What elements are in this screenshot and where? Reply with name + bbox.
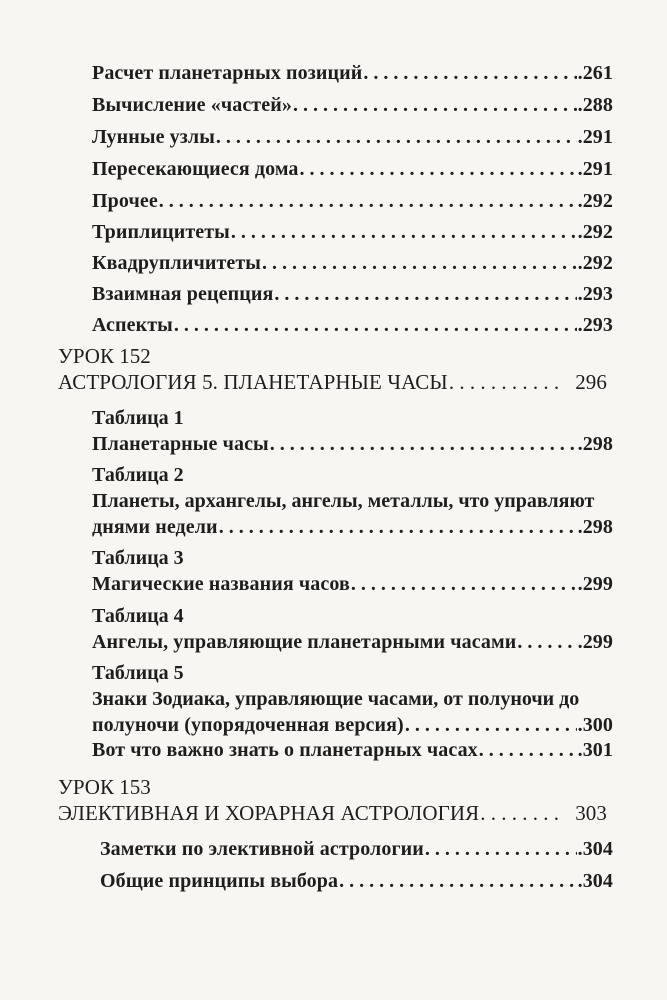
entry-title: Вычисление «частей» [92, 94, 292, 116]
page-number: .288 [577, 94, 613, 116]
entry-title: Планетарные часы [92, 433, 269, 455]
dot-leader [216, 124, 577, 150]
toc-entry[interactable] [92, 92, 613, 118]
page-number: .292 [577, 190, 613, 212]
dot-leader [293, 92, 577, 118]
page-number: .291 [577, 126, 613, 148]
entry-title: Расчет планетарных позиций [92, 62, 363, 84]
dot-leader [479, 737, 577, 763]
toc-entry[interactable] [100, 868, 613, 894]
table-entry[interactable] [92, 405, 613, 457]
page-number: .261 [577, 62, 613, 84]
lesson-number: УРОК 152 [58, 344, 151, 368]
toc-entry[interactable] [92, 737, 613, 763]
toc-entry[interactable] [92, 156, 613, 182]
page-number: .298 [577, 516, 613, 538]
entry-title: Вот что важно знать о планетарных часах [92, 739, 478, 761]
dot-leader [300, 156, 577, 182]
entry-title: днями недели [92, 516, 218, 538]
dot-leader [449, 369, 564, 395]
page-number: .291 [577, 158, 613, 180]
dot-leader [219, 514, 577, 540]
entry-title: полуночи (упорядоченная версия) [92, 714, 404, 736]
toc-entry[interactable] [92, 124, 613, 150]
page-number: .292 [577, 221, 613, 243]
dot-leader [262, 250, 577, 276]
table-label: Таблица 3 [92, 547, 184, 569]
dot-leader [425, 836, 577, 862]
entry-title-line: Знаки Зодиака, управляющие часами, от полуночи до [92, 688, 580, 710]
page-number: .292 [577, 252, 613, 274]
page-number: .299 [577, 631, 613, 653]
dot-leader [270, 431, 577, 457]
table-label: Таблица 5 [92, 662, 184, 684]
entry-title: Взаимная рецепция [92, 283, 274, 305]
page-number: 303 [575, 801, 607, 825]
entry-title: Заметки по элективной астрологии [100, 838, 424, 860]
page-number: .293 [577, 314, 613, 336]
dot-leader [274, 281, 576, 307]
dot-leader [351, 571, 577, 597]
toc-entry[interactable] [92, 281, 613, 307]
table-label: Таблица 4 [92, 605, 184, 627]
dot-leader [174, 312, 577, 338]
toc-entry[interactable] [92, 250, 613, 276]
toc-entry[interactable] [92, 312, 613, 338]
entry-title: Квадрупличитеты [92, 252, 261, 274]
dot-leader [405, 712, 577, 738]
toc-entry[interactable] [92, 60, 613, 86]
page-number: .300 [577, 714, 613, 736]
page-number: .293 [577, 283, 613, 305]
page-number: .301 [577, 739, 613, 761]
table-entry[interactable] [92, 660, 613, 738]
table-entry[interactable] [92, 462, 613, 540]
toc-entry[interactable] [92, 188, 613, 214]
dot-leader [517, 629, 576, 655]
lesson-152-heading[interactable] [58, 343, 607, 395]
entry-title-line: Планеты, архангелы, ангелы, металлы, что управляют [92, 490, 595, 512]
dot-leader [339, 868, 576, 894]
lesson-title: АСТРОЛОГИЯ 5. ПЛАНЕТАРНЫЕ ЧАСЫ [58, 370, 448, 394]
entry-title: Общие принципы выбора [100, 870, 339, 892]
lesson-153-heading[interactable] [58, 774, 607, 826]
dot-leader [159, 188, 577, 214]
table-entry[interactable] [92, 545, 613, 597]
page-number: 296 [575, 370, 607, 394]
dot-leader [480, 800, 564, 826]
entry-title: Триплицитеты [92, 221, 230, 243]
entry-title: Ангелы, управляющие планетарными часами [92, 631, 517, 653]
page-number: .304 [577, 838, 613, 860]
dot-leader [231, 219, 577, 245]
entry-title: Прочее [92, 190, 158, 212]
page-number: .298 [577, 433, 613, 455]
page-number: .299 [577, 573, 613, 595]
entry-title: Магические названия часов [92, 573, 350, 595]
table-entry[interactable] [92, 603, 613, 655]
dot-leader [363, 60, 576, 86]
lesson-title: ЭЛЕКТИВНАЯ И ХОРАРНАЯ АСТРОЛОГИЯ [58, 801, 480, 825]
entry-title: Пересекающиеся дома [92, 158, 299, 180]
entry-title: Лунные узлы [92, 126, 215, 148]
toc-entry[interactable] [100, 836, 613, 862]
table-label: Таблица 1 [92, 407, 184, 429]
page-number: .304 [577, 870, 613, 892]
lesson-number: УРОК 153 [58, 775, 151, 799]
toc-entry[interactable] [92, 219, 613, 245]
entry-title: Аспекты [92, 314, 173, 336]
table-label: Таблица 2 [92, 464, 184, 486]
